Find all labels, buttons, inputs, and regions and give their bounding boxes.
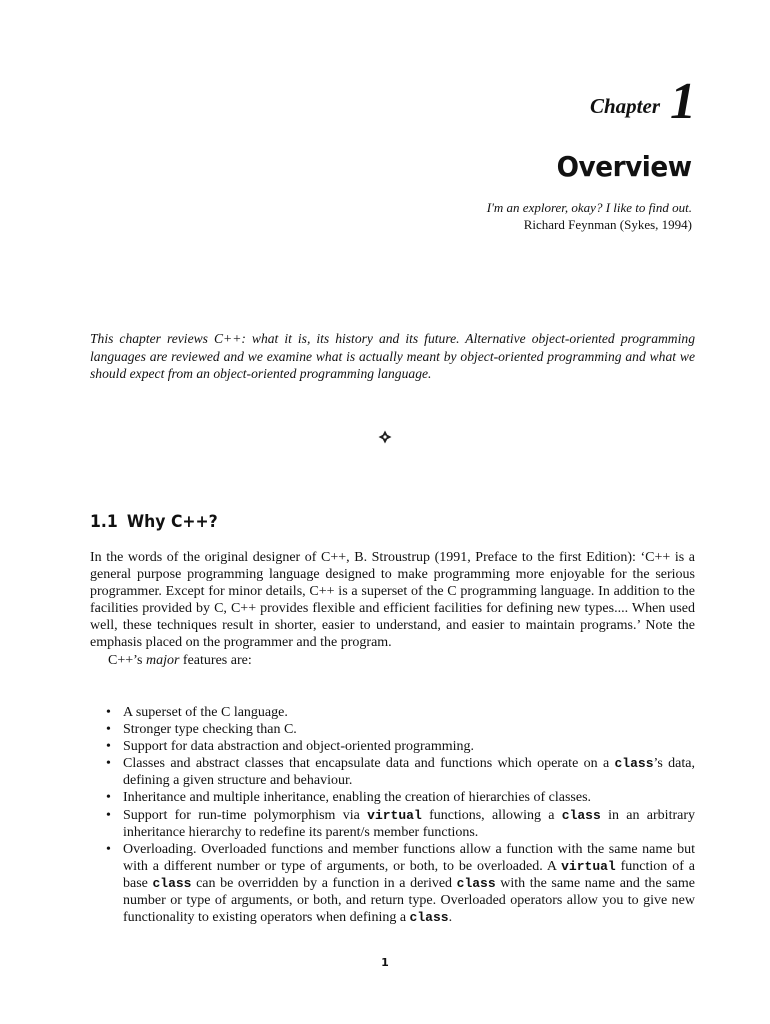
feature-text: Overloading. Overloaded functions and member functions allow a function with the same name but with a different number or type of arguments, or both, to be overloaded. A [123,841,695,874]
features-intro-emphasis: major [145,652,180,668]
feature-text: Classes and abstract classes that encapsulate data and functions which operate on a [123,756,615,772]
feature-text: Support for data abstraction and object-oriented programming. [123,739,475,755]
feature-text: ’s data, defining a given structure and behaviour. [123,756,696,789]
features-intro-prefix: C++’s [108,652,146,668]
code-keyword: virtual [561,858,616,874]
bullet-icon: • [106,705,111,720]
bullet-icon: • [106,790,111,806]
feature-text: Support for run-time polymorphism via [123,807,368,823]
feature-item [90,738,695,755]
features-intro-suffix: features are: [179,652,252,668]
feature-text: Stronger type checking than C. [123,722,297,738]
features-list [90,704,695,926]
bullet-icon: • [106,739,111,755]
epigraph [487,199,692,233]
feature-text: function of a base [123,858,696,891]
code-keyword: class [561,807,601,823]
feature-item [90,841,695,926]
feature-item [90,704,695,721]
section-heading [90,512,218,532]
code-keyword: virtual [367,807,422,823]
chapter-number: 1 [670,73,696,130]
bullet-icon: • [106,756,111,772]
feature-item [90,789,695,806]
features-intro [90,652,695,669]
section-ornament-icon [378,430,392,444]
section-paragraph: In the words of the original designer of C++, B. Stroustrup (1991, Preface to the first Edition): ‘C++ is a general purpose programming language designed to make programming more enjoyable for the serious programmer. Except for minor details, C++ is a superset of the C programming language. In addition to the facilities provided by C, C++ provides flexible and efficient facilities for defining new types.... When used well, these techniques result in shorter, easier to understand, and easier to maintain programs.’ Note the emphasis placed on the programmer and the program. [90,550,695,651]
page-number: 1 [381,956,389,969]
feature-text: in an arbitrary inheritance hierarchy to redefine its parent/s member functions. [123,807,695,840]
code-keyword: class [152,875,192,891]
bullet-icon: • [106,807,111,823]
feature-text: with the same name and the same number or type of arguments, or both, and return type. Overloaded operators allow you to give new functionality to existing operators when defining a [123,875,695,926]
bullet-icon: • [106,841,111,857]
chapter-title: Overview [557,150,692,183]
feature-text: can be overridden by a function in a derived [191,875,457,891]
section-body [90,549,695,669]
code-keyword: class [614,756,654,772]
section-title: Why C++? [126,512,218,532]
feature-item [90,807,695,841]
bullet-icon: • [106,722,111,738]
feature-item [90,721,695,738]
feature-text: A superset of the C language. [123,705,288,720]
feature-text: functions, allowing a [421,807,562,823]
feature-item [90,755,695,789]
code-keyword: class [409,910,449,926]
chapter-abstract: This chapter reviews C++: what it is, its history and its future. Alternative object-oriented programming languages are reviewed and we examine what is actually meant by object-oriented programming and what we should expect from an object-oriented programming language. [90,331,695,382]
chapter-heading [560,72,696,128]
epigraph-quote: I'm an explorer, okay? I like to find out. [486,200,692,215]
feature-text: . [448,910,453,926]
section-number: 1.1 [90,512,118,532]
epigraph-attribution: Richard Feynman (Sykes, 1994) [523,217,692,232]
chapter-label: Chapter [589,94,660,118]
code-keyword: class [456,875,496,891]
feature-text: Inheritance and multiple inheritance, enabling the creation of hierarchies of classes. [123,790,592,806]
